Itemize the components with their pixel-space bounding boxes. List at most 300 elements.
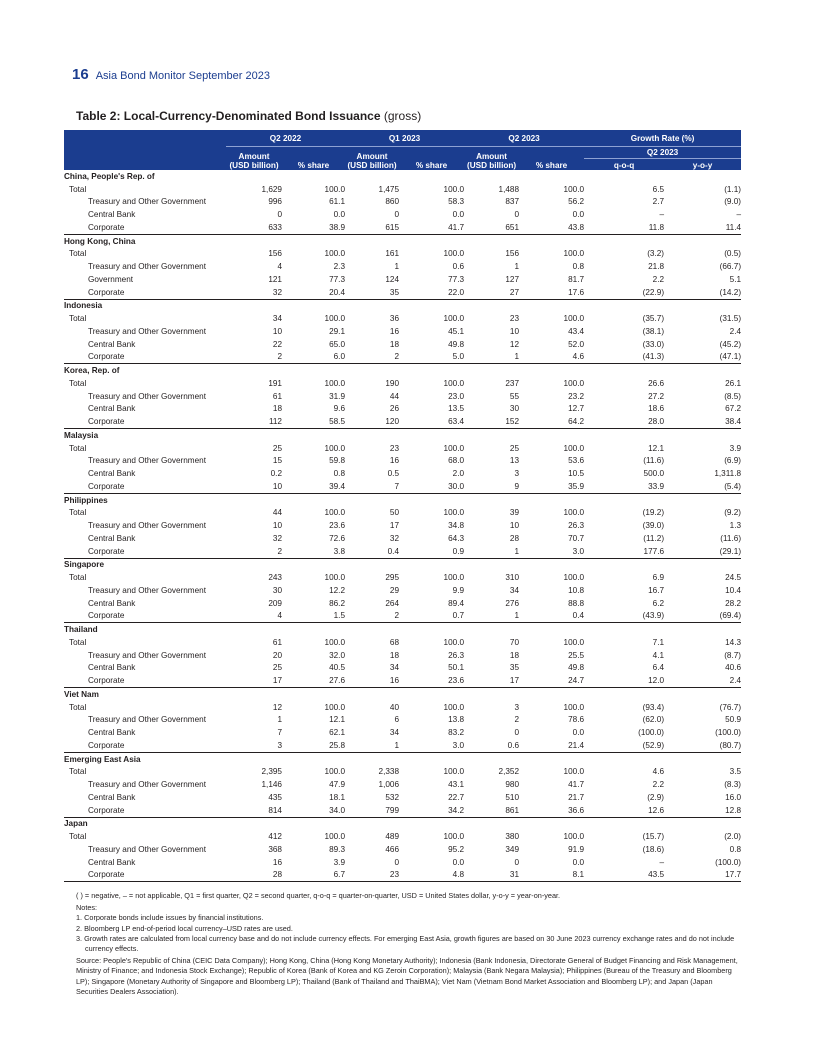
table-cell: 33.9 — [584, 480, 664, 493]
table-cell: 34.8 — [448, 521, 465, 531]
table-cell: 243 — [268, 573, 282, 583]
table-cell: 0.6 — [464, 739, 519, 752]
bond-issuance-table — [64, 130, 741, 882]
table-row — [64, 571, 741, 584]
table-cell: 67.2 — [725, 404, 742, 414]
table-cell: 31.9 — [329, 391, 346, 401]
economy-name: Emerging East Asia — [64, 754, 141, 764]
table-cell: 88.8 — [568, 598, 585, 608]
table-cell: 34 — [272, 314, 282, 324]
table-cell: 264 — [385, 598, 400, 608]
table-row — [64, 196, 741, 209]
table-cell: (1.1) — [724, 184, 742, 194]
table-cell: 44 — [389, 391, 400, 401]
note-item-1: 1. Corporate bonds include issues by financial institutions. — [76, 913, 264, 923]
header-growth-period: Q2 2023 — [584, 147, 741, 159]
table-cell: 43.4 — [568, 326, 585, 336]
table-cell: 100.0 — [563, 637, 585, 647]
table-cell: 276 — [505, 598, 520, 608]
table-cell: 3 — [226, 739, 282, 752]
table-cell: 49.8 — [448, 339, 465, 349]
table-cell: 12 — [272, 702, 282, 712]
table-cell: 89.4 — [448, 598, 465, 608]
table-cell: 38.4 — [664, 415, 741, 428]
table-cell: 18 — [389, 650, 400, 660]
header-amount-q2-2022: Amount (USD billion) — [226, 147, 282, 171]
table-cell: 2.7 — [652, 197, 665, 207]
table-cell: 23.6 — [329, 521, 346, 531]
table-cell: 62.1 — [329, 728, 346, 738]
table-cell: 500.0 — [643, 469, 665, 479]
table-cell: 13.5 — [448, 404, 465, 414]
row-label: Total — [69, 573, 87, 583]
table-cell: 412 — [268, 832, 282, 842]
table-cell: (8.7) — [724, 650, 742, 660]
table-cell: 63.4 — [399, 415, 464, 428]
table-cell: 17 — [464, 674, 519, 687]
note-item-2: 2. Bloomberg LP end-of-period local currency–USD rates are used. — [76, 923, 293, 933]
table-cell: (66.7) — [719, 262, 742, 272]
table-row — [64, 778, 741, 791]
table-cell: 0.8 — [572, 262, 585, 272]
table-cell: 22.7 — [448, 792, 465, 802]
table-cell: (8.5) — [724, 391, 742, 401]
table-cell: 18 — [272, 404, 282, 414]
table-row — [64, 830, 741, 843]
table-cell: 6.7 — [282, 869, 345, 882]
table-cell: 50.9 — [725, 715, 742, 725]
row-label: Total — [69, 637, 87, 647]
table-cell: 1 — [464, 351, 519, 364]
row-label: Treasury and Other Government — [88, 391, 207, 401]
report-title: Asia Bond Monitor September 2023 — [95, 70, 270, 82]
table-title-sub: (gross) — [380, 109, 422, 123]
table-cell: 89.3 — [329, 844, 346, 854]
table-cell: 40.6 — [725, 663, 742, 673]
economy-heading-row — [64, 688, 741, 701]
table-cell: 100.0 — [563, 702, 585, 712]
table-row — [64, 467, 741, 480]
table-row — [64, 442, 741, 455]
table-cell: (2.0) — [724, 832, 742, 842]
table-cell: 100.0 — [324, 832, 346, 842]
table-cell: 32 — [226, 286, 282, 299]
table-cell: 16 — [272, 857, 282, 867]
table-cell: 18 — [509, 650, 520, 660]
economy-name: Malaysia — [64, 430, 99, 440]
table-cell: 2.0 — [452, 469, 465, 479]
table-cell: 8.1 — [519, 869, 584, 882]
table-cell: 0.8 — [729, 844, 742, 854]
economy-heading-row — [64, 623, 741, 636]
row-label: Treasury and Other Government — [88, 650, 207, 660]
table-cell: 27.2 — [648, 391, 665, 401]
table-cell: 7 — [277, 728, 282, 738]
row-label: Corporate — [64, 415, 226, 428]
table-cell: 0.0 — [452, 210, 465, 220]
table-row — [64, 403, 741, 416]
table-cell: 996 — [268, 197, 282, 207]
table-cell: 12.6 — [584, 804, 664, 817]
table-cell: 177.6 — [584, 545, 664, 558]
table-cell: (31.5) — [719, 314, 742, 324]
table-cell: 0.0 — [572, 210, 585, 220]
row-label: Corporate — [64, 480, 226, 493]
table-row — [64, 519, 741, 532]
table-cell: 2 — [345, 351, 399, 364]
header-qoq: q-o-q — [584, 159, 664, 171]
notes-source: Source: People's Republic of China (CEIC Data Company); Hong Kong, China (Hong Kong Monetary Authority); Indonesia (Bank Indonesia, Directorate General of Budget Financing and Risk Management, Ministry of Finance; and Indonesia Stock Exchange); Republic of Korea (Bank of Korea and KG Zeroin Corporation); Malaysia (Bank Negara Malaysia); Philippines (Bureau of the Treasury and Bloomberg LP); Singapore (Monetary Authority of Singapore and Bloomberg LP); Thailand (Bank of Thailand and ThaiBMA); Viet Nam (Vietnam Bond Market Association and Bloomberg LP); and Japan (Japan Securities Dealers Association). — [76, 956, 738, 996]
table-cell: 50 — [389, 508, 400, 518]
table-cell: 35.9 — [519, 480, 584, 493]
table-cell: 814 — [226, 804, 282, 817]
table-cell: 2 — [226, 351, 282, 364]
table-cell: 0.0 — [572, 728, 585, 738]
table-cell: 100.0 — [324, 249, 346, 259]
table-row — [64, 662, 741, 675]
table-cell: 17.7 — [664, 869, 741, 882]
page-header — [72, 66, 270, 83]
table-cell: (11.6) — [643, 456, 665, 466]
table-cell: 20 — [272, 650, 282, 660]
table-cell: 26.3 — [568, 521, 585, 531]
table-cell: 28.2 — [725, 598, 742, 608]
row-label: Central Bank — [88, 663, 136, 673]
table-cell: 10 — [226, 480, 282, 493]
table-cell: 368 — [268, 844, 282, 854]
table-row — [64, 714, 741, 727]
table-cell: 52.0 — [568, 339, 585, 349]
table-cell: 12.0 — [584, 674, 664, 687]
table-cell: 49.8 — [568, 663, 585, 673]
table-cell: 28 — [226, 869, 282, 882]
table-cell: 0 — [514, 210, 520, 220]
table-cell: 30 — [509, 404, 520, 414]
table-title — [76, 109, 421, 123]
table-cell: 0.4 — [519, 610, 584, 623]
table-cell: 2.4 — [729, 326, 742, 336]
table-cell: 34.2 — [399, 804, 464, 817]
table-cell: 38.9 — [282, 221, 345, 234]
table-cell: 64.3 — [448, 533, 465, 543]
table-cell: 10 — [272, 326, 282, 336]
table-cell: 100.0 — [443, 378, 465, 388]
table-cell: 64.2 — [519, 415, 584, 428]
table-cell: 100.0 — [443, 314, 465, 324]
table-cell: 191 — [268, 378, 282, 388]
table-row — [64, 804, 741, 817]
table-cell: 190 — [385, 378, 400, 388]
table-cell: 77.3 — [329, 274, 346, 284]
table-cell: 61.1 — [329, 197, 346, 207]
table-cell: 25 — [509, 443, 520, 453]
table-cell: 4.1 — [652, 650, 665, 660]
table-cell: 83.2 — [448, 728, 465, 738]
table-cell: 10 — [272, 521, 282, 531]
table-cell: – — [659, 857, 665, 867]
table-cell: 980 — [505, 780, 520, 790]
table-cell: 35 — [509, 663, 520, 673]
table-cell: 1.3 — [729, 521, 742, 531]
table-cell: 100.0 — [443, 702, 465, 712]
table-cell: 0.6 — [452, 262, 465, 272]
table-cell: 22 — [272, 339, 282, 349]
table-cell: 100.0 — [324, 702, 346, 712]
table-cell: (38.1) — [642, 326, 665, 336]
table-cell: (8.3) — [724, 780, 742, 790]
table-cell: 2.2 — [652, 780, 665, 790]
table-cell: 16 — [345, 674, 399, 687]
table-cell: 27.6 — [282, 674, 345, 687]
table-cell: 11.8 — [584, 221, 664, 234]
table-cell: 0 — [394, 210, 400, 220]
table-cell: 2.3 — [333, 262, 346, 272]
table-row — [64, 208, 741, 221]
table-cell: 11.4 — [664, 221, 741, 234]
table-cell: 237 — [505, 378, 520, 388]
row-label: Corporate — [64, 351, 226, 364]
table-cell: 860 — [385, 197, 400, 207]
table-cell: (52.9) — [584, 739, 664, 752]
table-cell: 4 — [226, 610, 282, 623]
table-cell: 68.0 — [448, 456, 465, 466]
table-cell: 32 — [389, 533, 400, 543]
table-cell: 53.6 — [568, 456, 585, 466]
table-cell: 30.0 — [399, 480, 464, 493]
table-cell: 23 — [509, 314, 520, 324]
row-label: Treasury and Other Government — [88, 262, 207, 272]
table-cell: 18 — [389, 339, 400, 349]
economy-name: Thailand — [64, 625, 98, 635]
table-cell: 3.9 — [333, 857, 346, 867]
table-row — [64, 480, 741, 493]
table-cell: 100.0 — [443, 508, 465, 518]
table-cell: 25.8 — [282, 739, 345, 752]
row-label: Total — [69, 184, 87, 194]
table-cell: 435 — [268, 792, 282, 802]
table-cell: 0.9 — [399, 545, 464, 558]
table-cell: 32.0 — [329, 650, 346, 660]
table-cell: 78.6 — [568, 715, 585, 725]
table-cell: 1 — [345, 739, 399, 752]
table-cell: 5.0 — [399, 351, 464, 364]
table-cell: (19.2) — [642, 508, 665, 518]
header-q1-2023: Q1 2023 — [345, 130, 464, 147]
table-cell: 1 — [514, 262, 520, 272]
table-cell: 21.4 — [519, 739, 584, 752]
table-cell: 2 — [345, 610, 399, 623]
table-cell: 28.0 — [584, 415, 664, 428]
table-row — [64, 507, 741, 520]
table-row — [64, 532, 741, 545]
row-label: Corporate — [64, 804, 226, 817]
header-corner — [64, 130, 226, 147]
table-cell: 3 — [514, 702, 520, 712]
table-row — [64, 377, 741, 390]
table-row — [64, 415, 741, 428]
table-cell: 29.1 — [329, 326, 346, 336]
table-cell: 22.0 — [399, 286, 464, 299]
row-label: Treasury and Other Government — [88, 197, 207, 207]
row-label: Central Bank — [88, 469, 136, 479]
table-cell: 10.4 — [725, 585, 742, 595]
economy-heading-row — [64, 234, 741, 247]
table-cell: 14.3 — [725, 637, 742, 647]
table-cell: 100.0 — [443, 832, 465, 842]
table-cell: 2,352 — [498, 767, 520, 777]
table-row — [64, 766, 741, 779]
table-cell: 7.1 — [652, 637, 665, 647]
table-cell: 16 — [389, 456, 400, 466]
table-cell: 12.2 — [329, 585, 346, 595]
table-cell: (9.0) — [724, 197, 742, 207]
table-cell: 6 — [394, 715, 400, 725]
table-body — [64, 170, 741, 882]
table-cell: 100.0 — [563, 314, 585, 324]
table-cell: 25 — [272, 443, 282, 453]
header-amount-q2-2023: Amount (USD billion) — [464, 147, 519, 171]
table-cell: 12.1 — [329, 715, 346, 725]
table-cell: 41.7 — [399, 221, 464, 234]
table-cell: 100.0 — [563, 443, 585, 453]
table-cell: 41.7 — [568, 780, 585, 790]
table-row — [64, 221, 741, 234]
table-cell: 10 — [509, 521, 520, 531]
table-cell: 23.0 — [448, 391, 465, 401]
table-cell: 31 — [464, 869, 519, 882]
table-cell: 2 — [226, 545, 282, 558]
table-row — [64, 260, 741, 273]
table-cell: 6.2 — [652, 598, 665, 608]
note-item-3: 3. Growth rates are calculated from local currency base and do not include currency effects. For emerging East Asia, growth figures are based on 30 June 2023 currency exchange rates and do not include currency effects. — [76, 933, 735, 954]
table-row — [64, 545, 741, 558]
row-label: Treasury and Other Government — [88, 780, 207, 790]
table-cell: 100.0 — [443, 443, 465, 453]
table-cell: 100.0 — [563, 767, 585, 777]
table-cell: 100.0 — [324, 184, 346, 194]
table-cell: (9.2) — [724, 508, 742, 518]
table-cell: 26 — [389, 404, 400, 414]
table-cell: 100.0 — [324, 508, 346, 518]
table-row — [64, 701, 741, 714]
table-cell: 15 — [272, 456, 282, 466]
table-cell: 1,006 — [378, 780, 400, 790]
table-cell: 9 — [464, 480, 519, 493]
table-cell: (80.7) — [664, 739, 741, 752]
economy-heading-row — [64, 493, 741, 506]
table-cell: 34 — [509, 585, 520, 595]
table-cell: 44 — [272, 508, 282, 518]
table-cell: (15.7) — [642, 832, 665, 842]
table-cell: 24.7 — [519, 674, 584, 687]
notes-legend: ( ) = negative, – = not applicable, Q1 = first quarter, Q2 = second quarter, q-o-q = quarter-on-quarter, USD = United States dollar, y-o-y = year-on-year. — [76, 891, 561, 900]
table-row — [64, 351, 741, 364]
table-cell: (0.5) — [724, 249, 742, 259]
economy-heading-row — [64, 429, 741, 442]
row-label: Total — [69, 378, 87, 388]
table-cell: 0.0 — [572, 857, 585, 867]
table-cell: 16 — [389, 326, 400, 336]
row-label: Treasury and Other Government — [88, 585, 207, 595]
table-cell: 100.0 — [563, 508, 585, 518]
table-cell: (3.2) — [647, 249, 665, 259]
table-cell: 510 — [505, 792, 520, 802]
table-cell: – — [659, 210, 665, 220]
header-growth-rate: Growth Rate (%) — [584, 130, 741, 147]
table-cell: 349 — [505, 844, 520, 854]
table-cell: (41.3) — [584, 351, 664, 364]
table-cell: 24.5 — [725, 573, 742, 583]
table-cell: 2.4 — [664, 674, 741, 687]
economy-heading-row — [64, 752, 741, 765]
table-cell: 30 — [272, 585, 282, 595]
table-cell: 81.7 — [568, 274, 585, 284]
table-cell: 77.3 — [448, 274, 465, 284]
header-share-q2-2022: % share — [282, 147, 345, 171]
row-label: Government — [88, 274, 134, 284]
table-cell: 124 — [385, 274, 400, 284]
table-notes — [76, 891, 744, 997]
table-cell: (93.4) — [642, 702, 665, 712]
row-label: Corporate — [64, 674, 226, 687]
table-cell: (100.0) — [715, 728, 742, 738]
economy-name: Korea, Rep. of — [64, 366, 120, 376]
table-row — [64, 869, 741, 882]
economy-heading-row — [64, 558, 741, 571]
table-cell: 58.3 — [448, 197, 465, 207]
table-row — [64, 597, 741, 610]
table-cell: 100.0 — [324, 314, 346, 324]
table-row — [64, 610, 741, 623]
table-cell: (33.0) — [642, 339, 665, 349]
table-cell: (69.4) — [664, 610, 741, 623]
table-cell: 100.0 — [324, 378, 346, 388]
table-row — [64, 183, 741, 196]
economy-name: Japan — [64, 819, 88, 829]
table-cell: 489 — [385, 832, 400, 842]
table-cell: 17 — [389, 521, 400, 531]
table-cell: 23.6 — [399, 674, 464, 687]
table-cell: 36.6 — [519, 804, 584, 817]
row-label: Corporate — [64, 610, 226, 623]
row-label: Treasury and Other Government — [88, 521, 207, 531]
economy-heading-row — [64, 299, 741, 312]
table-cell: 100.0 — [324, 637, 346, 647]
table-cell: 3 — [514, 469, 520, 479]
row-label: Total — [69, 249, 87, 259]
table-cell: 6.5 — [652, 184, 665, 194]
economy-name: Philippines — [64, 495, 108, 505]
table-cell: 100.0 — [563, 832, 585, 842]
table-cell: 27 — [464, 286, 519, 299]
table-cell: (62.0) — [642, 715, 665, 725]
table-row — [64, 674, 741, 687]
table-cell: 1.5 — [282, 610, 345, 623]
table-cell: 9.9 — [452, 585, 465, 595]
table-cell: 34.0 — [282, 804, 345, 817]
table-cell: 837 — [505, 197, 520, 207]
table-cell: 40 — [389, 702, 400, 712]
table-cell: 17.6 — [519, 286, 584, 299]
table-cell: 615 — [345, 221, 399, 234]
header-share-q2-2023: % share — [519, 147, 584, 171]
row-label: Treasury and Other Government — [88, 456, 207, 466]
table-cell: 100.0 — [443, 249, 465, 259]
table-cell: 56.2 — [568, 197, 585, 207]
economy-heading-row — [64, 364, 741, 377]
row-label: Corporate — [64, 545, 226, 558]
table-cell: 2 — [514, 715, 520, 725]
